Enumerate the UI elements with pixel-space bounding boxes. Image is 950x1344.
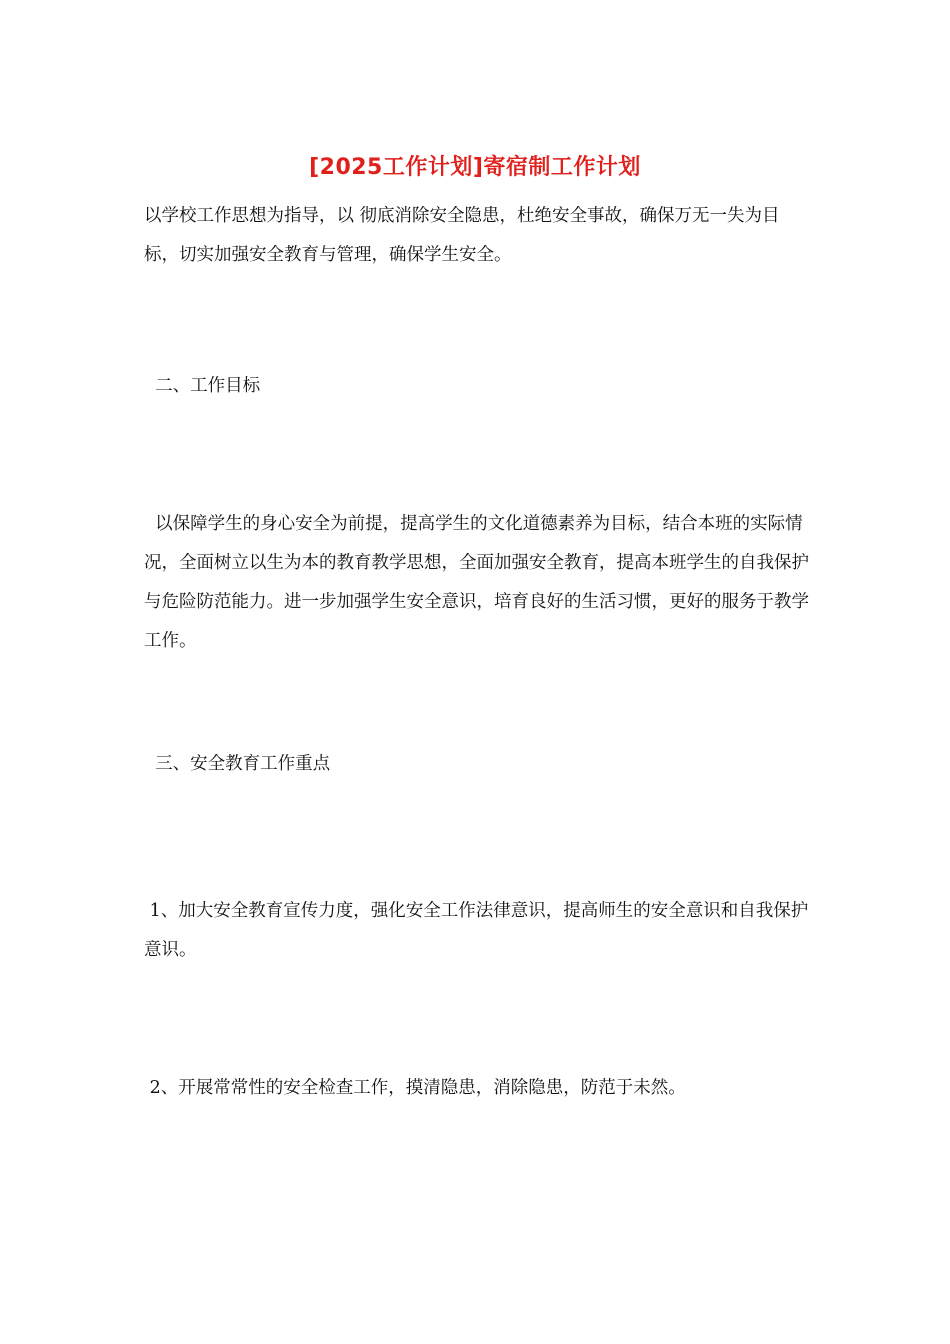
section-3-heading: 三、安全教育工作重点	[144, 754, 331, 774]
section-2-heading: 二、工作目标	[144, 376, 261, 396]
document-title: [2025工作计划]寄宿制工作计划	[309, 155, 641, 180]
intro-paragraph: 以学校工作思想为指导，以 彻底消除安全隐患，杜绝安全事故，确保万无一失为目标，切实加强安全教育与管理，确保学生安全。	[144, 206, 780, 265]
list-item: 2、开展常常性的安全检查工作，摸清隐患，消除隐患，防范于未然。	[144, 1078, 686, 1098]
list-item: 1、加大安全教育宣传力度，强化安全工作法律意识，提高师生的安全意识和自我保护意识。	[144, 901, 809, 960]
section-2-paragraph: 以保障学生的身心安全为前提，提高学生的文化道德素养为目标，结合本班的实际情况，全面树立以生为本的教育教学思想，全面加强安全教育，提高本班学生的自我保护与危险防范能力。进一步加强学生安全意识，培育良好的生活习惯，更好的服务于教学工作。	[144, 514, 809, 651]
